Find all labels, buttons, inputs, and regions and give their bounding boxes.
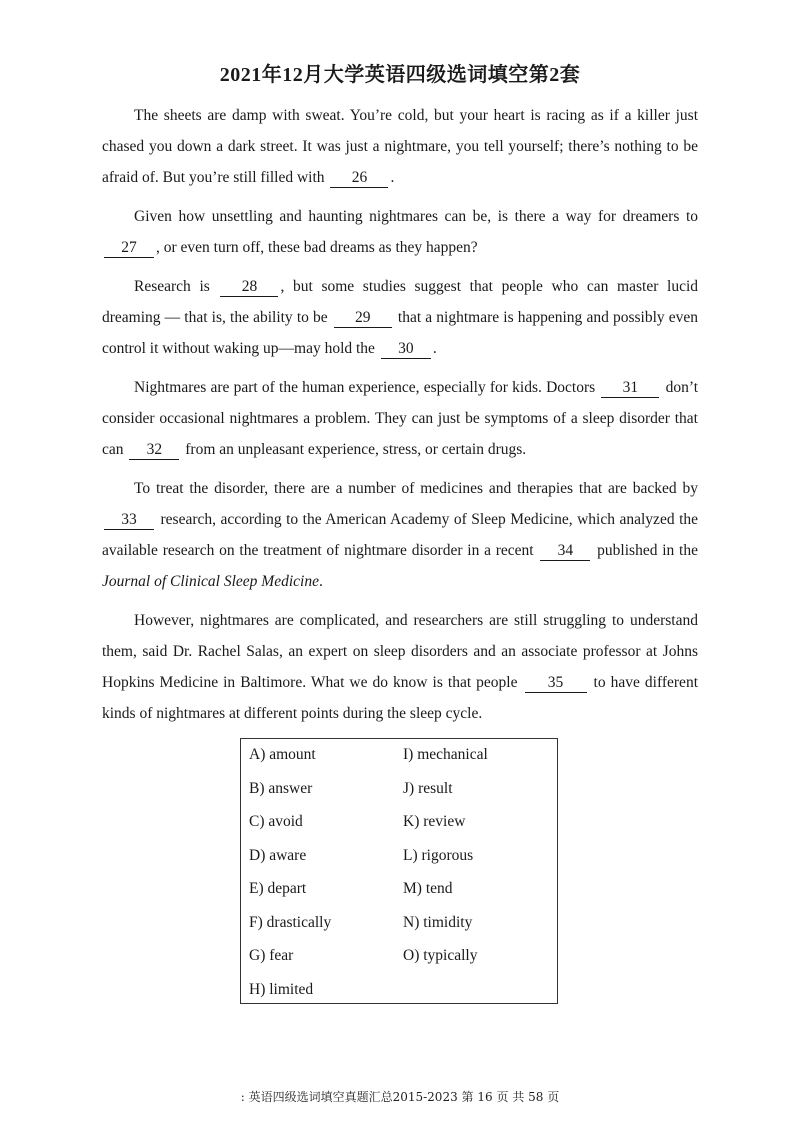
journal-name: Journal of Clinical Sleep Medicine bbox=[102, 573, 319, 590]
blank-27: 27 bbox=[104, 239, 154, 258]
blank-33: 33 bbox=[104, 511, 154, 530]
paragraph-text: Given how unsettling and haunting nightmares can be, is there a way for dreamers to bbox=[134, 208, 698, 225]
footer-page-suffix: 页 bbox=[547, 1090, 560, 1104]
word-bank bbox=[240, 738, 558, 1004]
page-title: 2021年12月大学英语四级选词填空第2套 bbox=[219, 64, 581, 86]
word-option-f: F) drastically bbox=[249, 913, 332, 931]
word-option-i: I) mechanical bbox=[403, 746, 488, 763]
paragraph-text: However, nightmares are complicated, and researchers are still struggling to understand them, said Dr. Rachel Salas, an expert on sleep disorders and an associate professor at Johns Hopkins Medicine in Baltimore. What we do know is that people bbox=[102, 612, 698, 691]
word-bank-row bbox=[249, 877, 557, 911]
page-footer bbox=[0, 1088, 800, 1105]
paragraph-2 bbox=[102, 201, 698, 263]
footer-page-total: 58 bbox=[528, 1090, 544, 1104]
blank-26: 26 bbox=[330, 169, 388, 188]
paragraph-text: . bbox=[432, 340, 437, 357]
blank-34: 34 bbox=[540, 542, 590, 561]
paragraph-text: research, according to the American Academy of Sleep Medicine, which analyzed the available research on the treatment of nightmare disorder in a recent bbox=[102, 511, 699, 559]
paragraph-text: , or even turn off, these bad dreams as they happen? bbox=[156, 239, 478, 256]
paragraph-text: Nightmares are part of the human experience, especially for kids. Doctors bbox=[134, 379, 596, 396]
paragraph-text: published in the bbox=[597, 542, 698, 559]
word-option-a: A) amount bbox=[249, 746, 316, 763]
word-option-m: M) tend bbox=[403, 880, 453, 897]
word-option-g: G) fear bbox=[249, 947, 294, 964]
paragraph-5 bbox=[102, 473, 698, 597]
word-option-o: O) typically bbox=[403, 947, 478, 964]
paragraph-text: . bbox=[390, 169, 395, 186]
footer-page-number: 16 bbox=[477, 1090, 493, 1104]
paragraph-text: from an unpleasant experience, stress, or certain drugs. bbox=[185, 441, 527, 458]
word-option-b: B) answer bbox=[249, 779, 313, 797]
paragraph-4 bbox=[102, 372, 698, 465]
paragraph-text: , but some studies suggest that people who can master lucid dreaming — that is, the ability to be bbox=[102, 278, 699, 326]
word-bank-row bbox=[249, 743, 557, 777]
word-option-d: D) aware bbox=[249, 846, 307, 864]
footer-page-prefix: 第 bbox=[461, 1090, 474, 1104]
footer-page-mid: 页 共 bbox=[496, 1090, 525, 1104]
word-option-l: L) rigorous bbox=[403, 846, 474, 864]
word-option-k: K) review bbox=[403, 813, 466, 830]
word-bank-row bbox=[249, 978, 557, 1012]
word-option-e: E) depart bbox=[249, 880, 307, 897]
word-option-n: N) timidity bbox=[403, 913, 473, 931]
blank-30: 30 bbox=[381, 340, 431, 359]
paragraph-3 bbox=[102, 271, 698, 364]
word-bank-row bbox=[249, 911, 557, 945]
paragraph-text: . bbox=[318, 573, 323, 590]
word-bank-row bbox=[249, 810, 557, 844]
blank-32: 32 bbox=[129, 441, 179, 460]
blank-35: 35 bbox=[525, 674, 587, 693]
blank-28: 28 bbox=[220, 278, 278, 297]
paragraph-text: The sheets are damp with sweat. You’re cold, but your heart is racing as if a killer just chased you down a dark street. It was just a nightmare, you tell yourself; there’s nothing to be afraid of. But you’re still filled with bbox=[102, 107, 698, 186]
paragraph-text: To treat the disorder, there are a number of medicines and therapies that are backed by bbox=[134, 480, 698, 497]
word-option-j: J) result bbox=[403, 779, 453, 797]
paragraph-1 bbox=[102, 100, 698, 193]
word-bank-row bbox=[249, 844, 557, 878]
paragraph-text: don’t consider occasional nightmares a problem. They can just be symptoms of a sleep disorder that can bbox=[102, 379, 699, 458]
word-option-h: H) limited bbox=[249, 980, 314, 998]
blank-29: 29 bbox=[334, 309, 392, 328]
paragraph-text: Research is bbox=[134, 278, 210, 295]
word-option-c: C) avoid bbox=[249, 813, 303, 830]
blank-31: 31 bbox=[601, 379, 659, 398]
footer-mark: : bbox=[240, 1090, 245, 1104]
paragraph-text: to have different kinds of nightmares at different points during the sleep cycle. bbox=[102, 674, 698, 722]
footer-doc-title: 英语四级选词填空真题汇总2015-2023 bbox=[248, 1090, 458, 1104]
word-bank-row bbox=[249, 944, 557, 978]
passage bbox=[102, 100, 698, 737]
paragraph-6 bbox=[102, 605, 698, 729]
word-bank-row bbox=[249, 777, 557, 811]
paragraph-text: that a nightmare is happening and possibly even control it without waking up—may hold the bbox=[102, 309, 699, 357]
